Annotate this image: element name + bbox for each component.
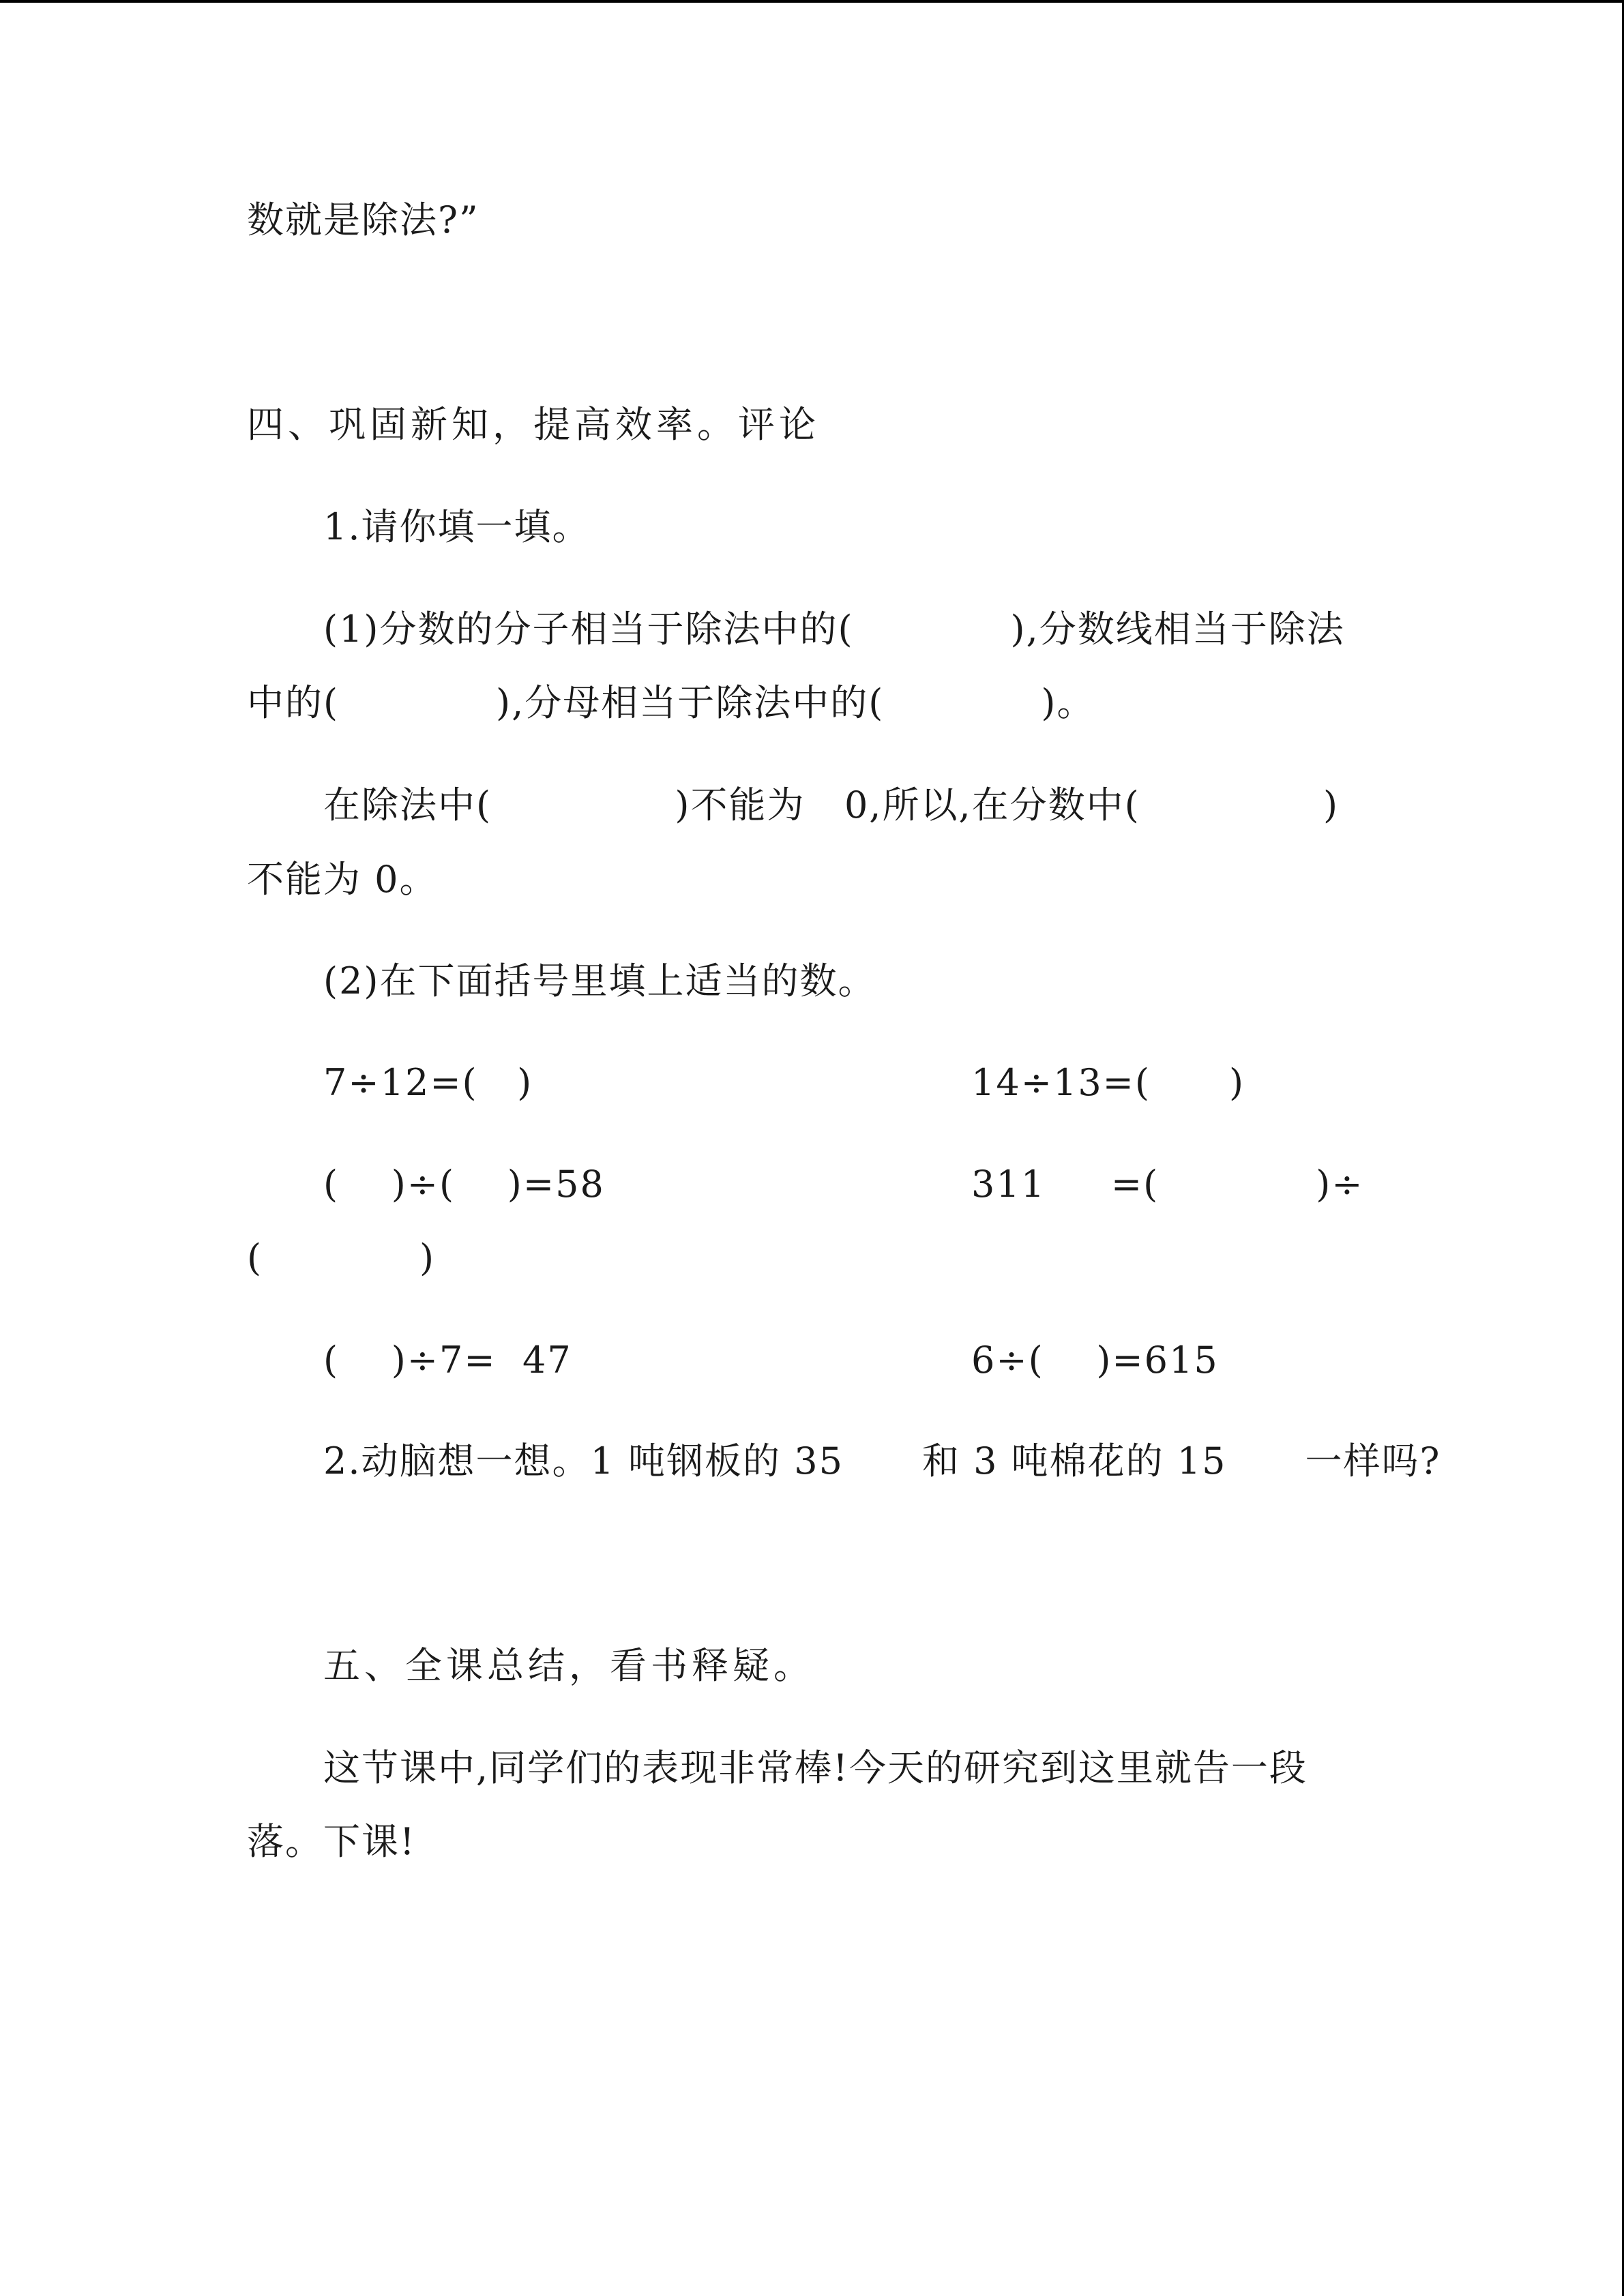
exercise-1-2-title: (2)在下面括号里填上适当的数。 — [323, 959, 876, 1002]
exercise-1-1-line-4: 不能为 0。 — [247, 858, 438, 901]
closing-paragraph-line-1: 这节课中,同学们的表现非常棒!今天的研究到这里就告一段 — [323, 1746, 1308, 1789]
exercise-1-1-line-2: 中的( ),分母相当于除法中的( )。 — [247, 681, 1095, 724]
exercise-1-1-line-1: (1)分数的分子相当于除法中的( ),分数线相当于除法 — [323, 608, 1345, 651]
problem-blank-div-7: ( )÷7= 47 — [323, 1339, 572, 1382]
section-heading-5: 五、全课总结，看书释疑。 — [323, 1644, 814, 1687]
exercise-2-question: 2.动脑想一想。1 吨钢板的 35 和 3 吨棉花的 15 一样吗? — [323, 1440, 1441, 1482]
problem-14-div-13: 14÷13=( ) — [971, 1061, 1245, 1104]
problem-7-div-12: 7÷12=( ) — [323, 1061, 533, 1104]
page-top-border — [0, 0, 1624, 3]
exercise-1-title: 1.请你填一填。 — [323, 505, 591, 548]
section-heading-4: 四、巩固新知，提高效率。评论 — [247, 403, 820, 446]
exercise-1-1-line-3: 在除法中( )不能为 0,所以,在分数中( ) — [323, 784, 1340, 826]
closing-paragraph-line-2: 落。下课! — [247, 1820, 416, 1863]
problem-311: 311 =( )÷ — [971, 1163, 1364, 1206]
problem-blank-div-blank: ( )÷( )=58 — [323, 1163, 605, 1206]
problem-6-div-blank: 6÷( )=615 — [971, 1339, 1219, 1382]
problem-311-continued: ( ) — [247, 1236, 436, 1279]
paragraph-continuation: 数就是除法?” — [247, 198, 479, 241]
